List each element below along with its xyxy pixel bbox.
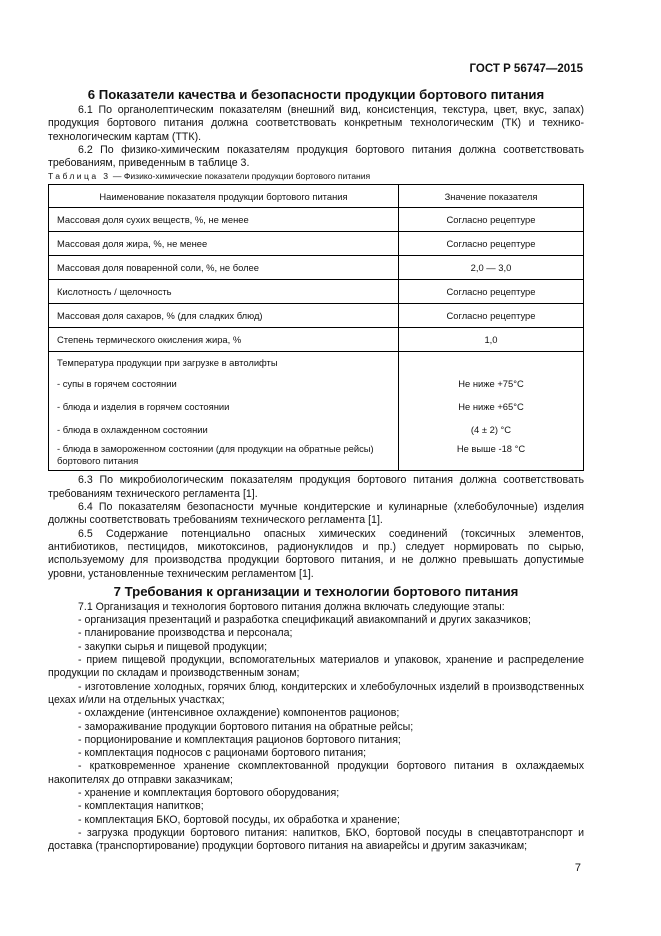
section-7-title: 7 Требования к организации и технологии бортового питания [113, 583, 519, 599]
list-item: - комплектация подносов с рационами бортового питания; [78, 747, 367, 760]
list-item: - закупки сырья и пищевой продукции; [78, 640, 268, 653]
table-row [49, 328, 584, 352]
page-number: 7 [574, 862, 581, 874]
table-header-value: Значение показателя [399, 185, 584, 208]
list-item: - порционирование и комплектация рационов бортового питания; [78, 733, 401, 746]
table-cell-indicator: - блюда в замороженном состоянии (для продукции на обратные рейсы) бортового питания [49, 440, 399, 471]
list-item: - комплектация напитков; [78, 800, 204, 813]
paragraph-6-3: 6.3 По микробиологическим показателям продукция бортового питания должна соответствовать требованиям технического регламента [1]. [48, 474, 584, 500]
table-cell-value: Согласно рецептуре [399, 304, 584, 328]
paragraph-6-2: 6.2 По физико-химическим показателям продукция бортового питания должна соответствовать требованиям, приведенным в таблице 3. [48, 143, 584, 170]
list-item: - организация презентаций и разработка спецификаций авиакомпаний и других заказчиков; [78, 614, 531, 627]
list-item: - прием пищевой продукции, вспомогательных материалов и упаковок, хранение и распределение продукции по складам и производственным зонам; [48, 654, 584, 680]
table-caption [48, 171, 584, 182]
table-row [49, 232, 584, 256]
table-cell-value: Согласно рецептуре [399, 280, 584, 304]
table-row-temperature-title [49, 352, 584, 373]
table-cell-value [399, 352, 584, 373]
table-cell-indicator: Кислотность / щелочность [49, 280, 399, 304]
list-item: - комплектация БКО, бортовой посуды, их обработка и хранение; [78, 813, 400, 826]
table-row [49, 304, 584, 328]
table-cell-indicator: Температура продукции при загрузке в автолифты [49, 352, 399, 373]
page-content [48, 86, 584, 854]
table-cell-indicator: - блюда в охлажденном состоянии [49, 418, 399, 440]
table-row [49, 280, 584, 304]
table-cell-indicator: Массовая доля поваренной соли, %, не более [49, 256, 399, 280]
table-cell-value: Не выше -18 °С [399, 440, 584, 471]
list-item: - изготовление холодных, горячих блюд, кондитерских и хлебобулочных изделий в производственных цехах и/или на отдельных участках; [48, 680, 584, 706]
table-header-row [49, 185, 584, 208]
paragraph-6-4: 6.4 По показателям безопасности мучные кондитерские и кулинарные (хлебобулочные) изделия должны соответствовать требованиям технического регламента [1]. [48, 501, 584, 527]
standard-number: ГОСТ Р 56747—2015 [469, 63, 583, 75]
table-row [49, 256, 584, 280]
table-cell-value: (4 ± 2) °С [399, 418, 584, 440]
paragraph-6-5: 6.5 Содержание потенциально опасных химических соединений (токсичных элементов, антибиотиков, пестицидов, микотоксинов, радионуклидов и пр.) следует нормировать по сырью, используемому для производства продукции бортового питания, и не должно превышать допустимые уровни, установленные техническим регламентом [1]. [48, 527, 584, 580]
table-cell-value: Согласно рецептуре [399, 232, 584, 256]
table-cell-indicator: Массовая доля сахаров, % (для сладких блюд) [49, 304, 399, 328]
table-cell-indicator: Массовая доля жира, %, не менее [49, 232, 399, 256]
list-item: - кратковременное хранение скомплектованной продукции бортового питания в охлаждаемых накопителях до отправки заказчикам; [48, 760, 584, 786]
table-cell-indicator: - супы в горячем состоянии [49, 372, 399, 394]
table-cell-indicator: Массовая доля сухих веществ, %, не менее [49, 208, 399, 232]
table-cell-value: 1,0 [399, 328, 584, 352]
physico-chemical-table [48, 184, 584, 471]
table-cell-indicator: - блюда и изделия в горячем состоянии [49, 394, 399, 418]
table-cell-value: 2,0 — 3,0 [399, 256, 584, 280]
table-row [49, 440, 584, 471]
table-caption-prefix: Таблица 3 [48, 171, 111, 182]
table-cell-value: Согласно рецептуре [399, 208, 584, 232]
paragraph-7-1: 7.1 Организация и технология бортового питания должна включать следующие этапы: [78, 600, 505, 613]
paragraph-6-1: 6.1 По органолептическим показателям (внешний вид, консистенция, текстура, цвет, вкус, запах) продукция бортового питания должна соответствовать конкретным технологическим (ТК) и технико-технологическим картам (ТТК). [48, 104, 584, 143]
list-item: - хранение и комплектация бортового оборудования; [78, 787, 340, 800]
table-header-indicator: Наименование показателя продукции бортового питания [49, 185, 399, 208]
table-row [49, 372, 584, 394]
table-row [49, 418, 584, 440]
list-item: - планирование производства и персонала; [78, 627, 293, 640]
list-item: - охлаждение (интенсивное охлаждение) компонентов рационов; [78, 707, 400, 720]
table-cell-indicator: Степень термического окисления жира, % [49, 328, 399, 352]
table-cell-value: Не ниже +65°С [399, 394, 584, 418]
section-6-title: 6 Показатели качества и безопасности продукции бортового питания [87, 87, 545, 102]
table-cell-value: Не ниже +75°С [399, 372, 584, 394]
list-item: - замораживание продукции бортового питания на обратные рейсы; [78, 720, 414, 733]
table-caption-text: — Физико-химические показатели продукции бортового питания [110, 171, 371, 182]
table-row [49, 394, 584, 418]
list-item: - загрузка продукции бортового питания: напитков, БКО, бортовой посуды в спецавтотранспорт и доставка (транспортирование) продукции бортового питания на авиарейсы и другим заказчикам; [48, 826, 584, 853]
table-row [49, 208, 584, 232]
